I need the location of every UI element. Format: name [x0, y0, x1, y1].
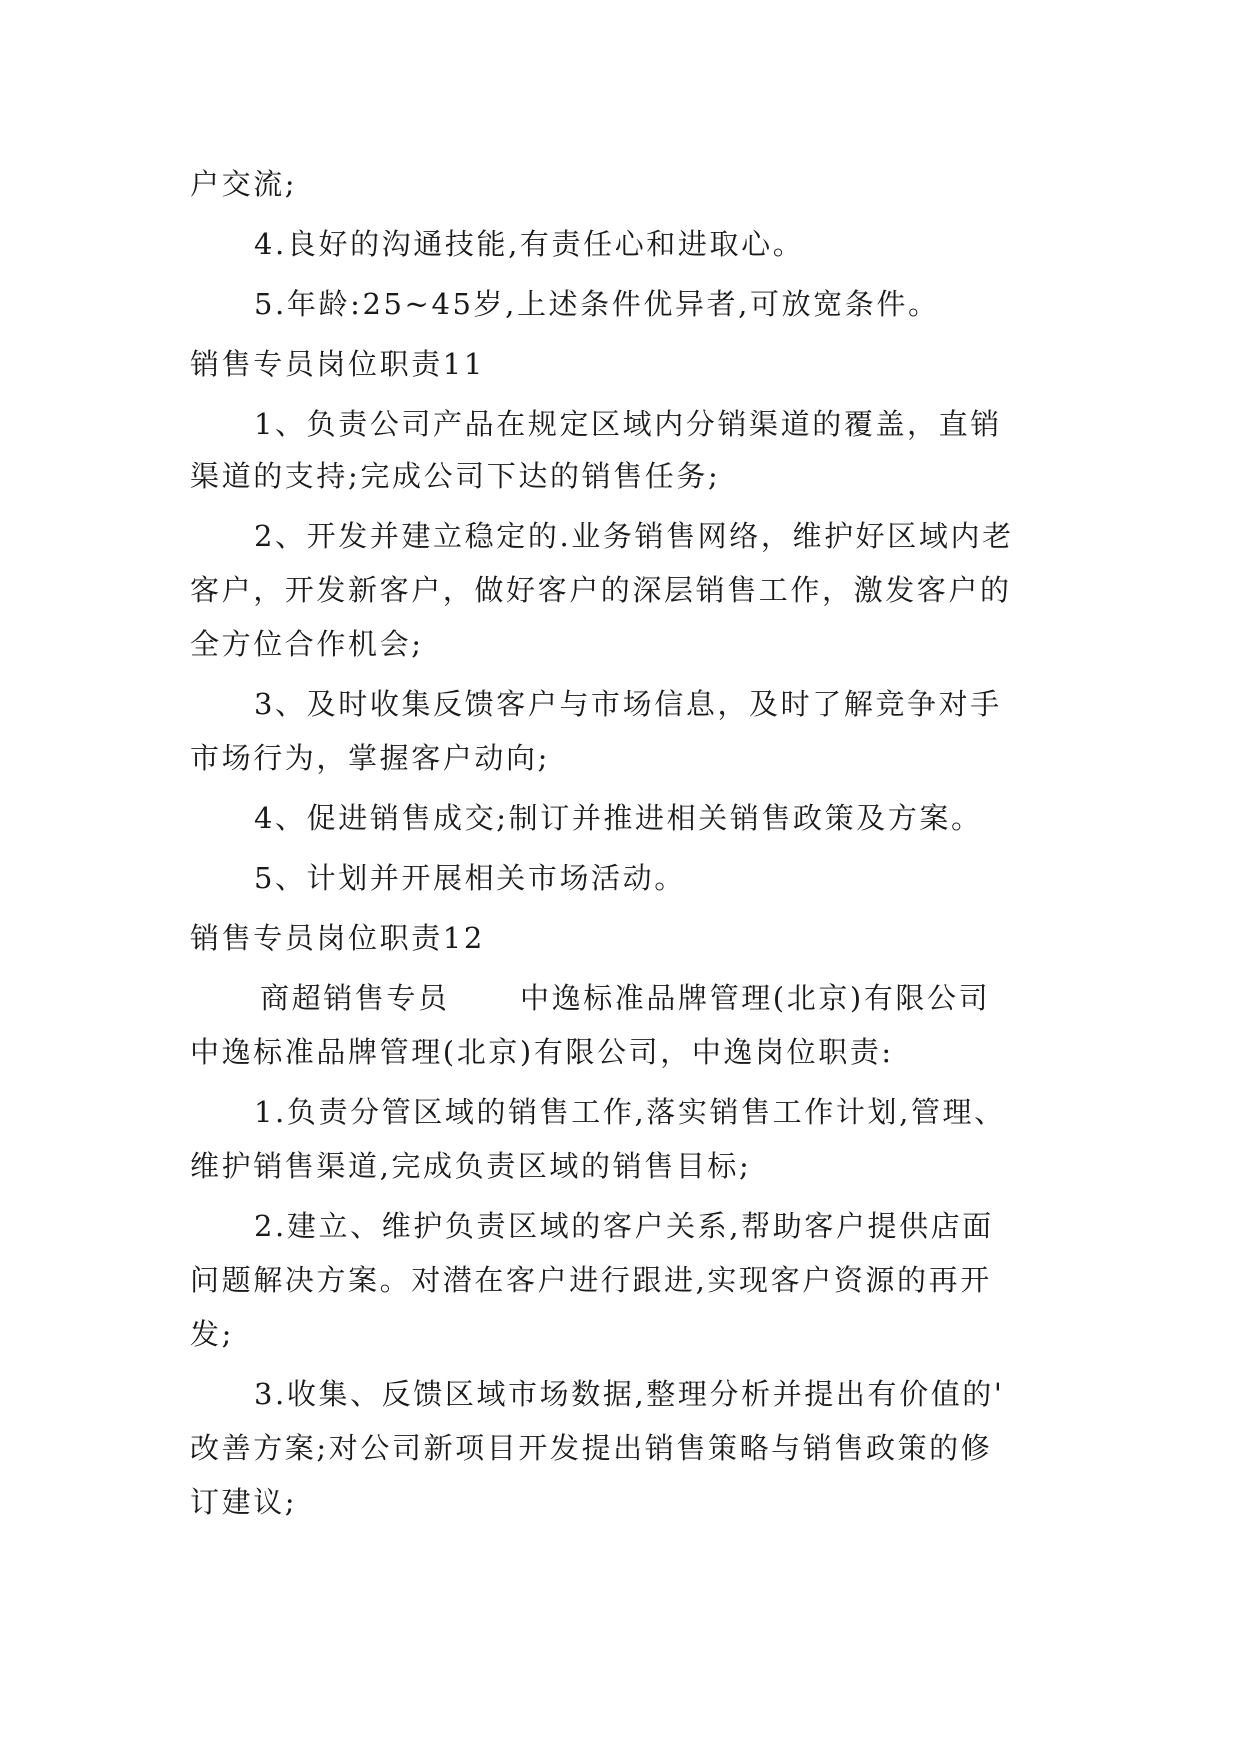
paragraph-line: 客户，开发新客户，做好客户的深层销售工作，激发客户的 [190, 573, 1012, 607]
paragraph-line: 发; [190, 1317, 234, 1351]
paragraph-fragment: 户交流; [190, 167, 298, 201]
list-item: 3、及时收集反馈客户与市场信息，及时了解竞争对手 [254, 687, 1002, 721]
list-item: 1、负责公司产品在规定区域内分销渠道的覆盖，直销 [254, 407, 1002, 441]
job-title: 商超销售专员 [260, 981, 450, 1015]
list-item: 1.负责分管区域的销售工作,落实销售工作计划,管理、 [254, 1095, 1006, 1129]
paragraph-line: 中逸标准品牌管理(北京)有限公司，中逸岗位职责: [190, 1035, 894, 1069]
section-heading: 销售专员岗位职责12 [190, 921, 485, 955]
paragraph-line: 问题解决方案。对潜在客户进行跟进,实现客户资源的再开 [190, 1263, 992, 1297]
list-item: 2.建立、维护负责区域的客户关系,帮助客户提供店面 [254, 1209, 994, 1243]
paragraph-line: 市场行为，掌握客户动向; [190, 741, 550, 775]
paragraph-line: 全方位合作机会; [190, 627, 424, 661]
list-item: 4.良好的沟通技能,有责任心和进取心。 [254, 227, 805, 261]
list-item: 4、促进销售成交;制订并推进相关销售政策及方案。 [254, 801, 983, 835]
list-item: 3.收集、反馈区域市场数据,整理分析并提出有价值的' [254, 1377, 1005, 1411]
list-item: 5、计划并开展相关市场活动。 [254, 861, 686, 895]
section-heading: 销售专员岗位职责11 [190, 347, 485, 381]
paragraph-line: 维护销售渠道,完成负责区域的销售目标; [190, 1149, 752, 1183]
paragraph-line: 订建议; [190, 1485, 298, 1519]
paragraph-line: 渠道的支持;完成公司下达的销售任务; [190, 459, 721, 493]
company-name: 中逸标准品牌管理(北京)有限公司 [520, 981, 991, 1015]
list-item: 5.年龄:25~45岁,上述条件优异者,可放宽条件。 [254, 287, 940, 321]
list-item: 2、开发并建立稳定的.业务销售网络，维护好区域内老 [254, 519, 1014, 553]
paragraph-line: 改善方案;对公司新项目开发提出销售策略与销售政策的修 [190, 1431, 993, 1465]
